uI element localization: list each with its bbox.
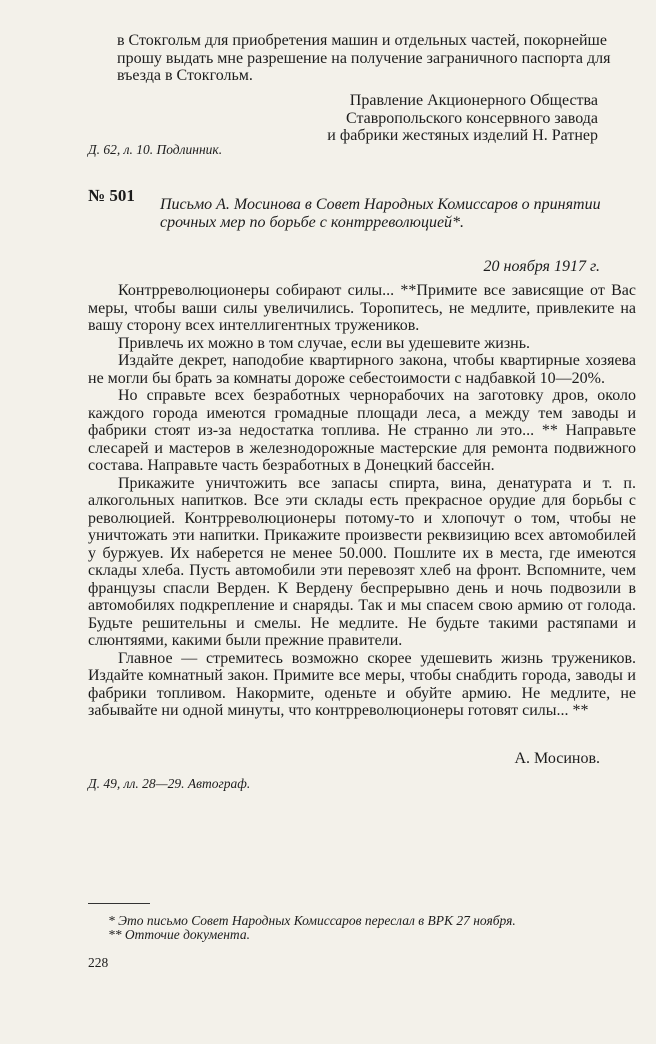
paragraph: Контрреволюционеры собирают силы... **Примите все зависящие от Вас меры, чтобы ваши силы увеличились. Торопитесь, не медлите, привлеките на вашу сторону всех интеллигентных тружеников. (88, 282, 636, 334)
footnote: ** Отточие документа. (108, 927, 250, 942)
paragraph: Издайте декрет, наподобие квартирного закона, чтобы квартирные хозяева не могли бы брать за комнаты дороже себестоимости с надбавкой 10—20%. (88, 352, 636, 387)
intro-text (117, 32, 637, 85)
bleed-through-lower (330, 745, 630, 905)
signature-company (250, 92, 598, 145)
paragraph: Привлечь их можно в том случае, если вы удешевите жизнь. (118, 334, 531, 352)
intro-line: прошу выдать мне разрешение на получение заграничного паспорта для (117, 49, 611, 67)
archive-source: Д. 62, л. 10. Подлинник. (88, 142, 223, 157)
signature-line: Правление Акционерного Общества (349, 92, 598, 109)
document-title (160, 196, 640, 231)
archive-source-2: Д. 49, лл. 28—29. Автограф. (88, 776, 251, 791)
signature-line: и фабрики жестяных изделий Н. Ратнер (327, 127, 598, 144)
footnotes (108, 914, 628, 942)
title-line: срочных мер по борьбе с контрреволюцией*. (160, 213, 465, 231)
footnote: * Это письмо Совет Народных Комиссаров переслал в ВРК 27 ноября. (108, 913, 516, 928)
footnote-divider (88, 903, 150, 904)
paragraph: Но справьте всех безработных чернорабочих на заготовку дров, около каждого города имеются громадные площади леса, а между тем заводы и фабрики стоят из-за недостатка топлива. Не странно ли это... ** Направьте слесарей и мастеров в железнодорожные мастерские для ремонта подвижного состава. Направьте часть безработных в Донецкий бассейн. (88, 387, 636, 474)
document-number: № 501 (88, 186, 135, 205)
intro-line: въезда в Стокгольм. (117, 67, 253, 84)
page-number: 228 (88, 955, 109, 970)
title-line: Письмо А. Мосинова в Совет Народных Комиссаров о принятии (160, 196, 601, 213)
paragraph: Главное — стремитесь возможно скорее удешевить жизнь тружеников. Издайте комнатный закон. Примите все меры, чтобы снабдить города, заводы и фабрики топливом. Накормите, оденьте и обуйте армию. Не медлите, не забывайте ни одной минуты, что контрреволюционеры готовят силы... ** (88, 649, 636, 719)
paragraph: Прикажите уничтожить все запасы спирта, вина, денатурата и т. п. алкогольных напитков. Все эти склады есть прекрасное орудие для борьбы с революцией. Контрреволюционеры потому-то и хлопочут о том, чтобы не уничтожать эти напитки. Прикажите произвести реквизицию всех автомобилей у буржуев. Их наберется не менее 50.000. Пошлите их в места, где имеются склады хлеба. Пусть автомобили эти перевозят хлеб на фронт. Вспомните, чем французы спасли Верден. К Вердену беспрерывно день и ночь подвозили в автомобилях подкрепление и снаряды. Так и мы спасем свою армию от голода. Будьте решительны и смелы. Не медлите. Не будьте такими растяпами и слюнтяями, какими были прежние правители. (88, 474, 636, 649)
letter-body (88, 282, 636, 720)
intro-line: в Стокгольм для приобретения машин и отдельных частей, покорнейше (117, 32, 607, 49)
signature-author: А. Мосинов. (514, 750, 600, 767)
document-date: 20 ноября 1917 г. (483, 258, 600, 275)
signature-line: Ставропольского консервного завода (345, 109, 598, 127)
